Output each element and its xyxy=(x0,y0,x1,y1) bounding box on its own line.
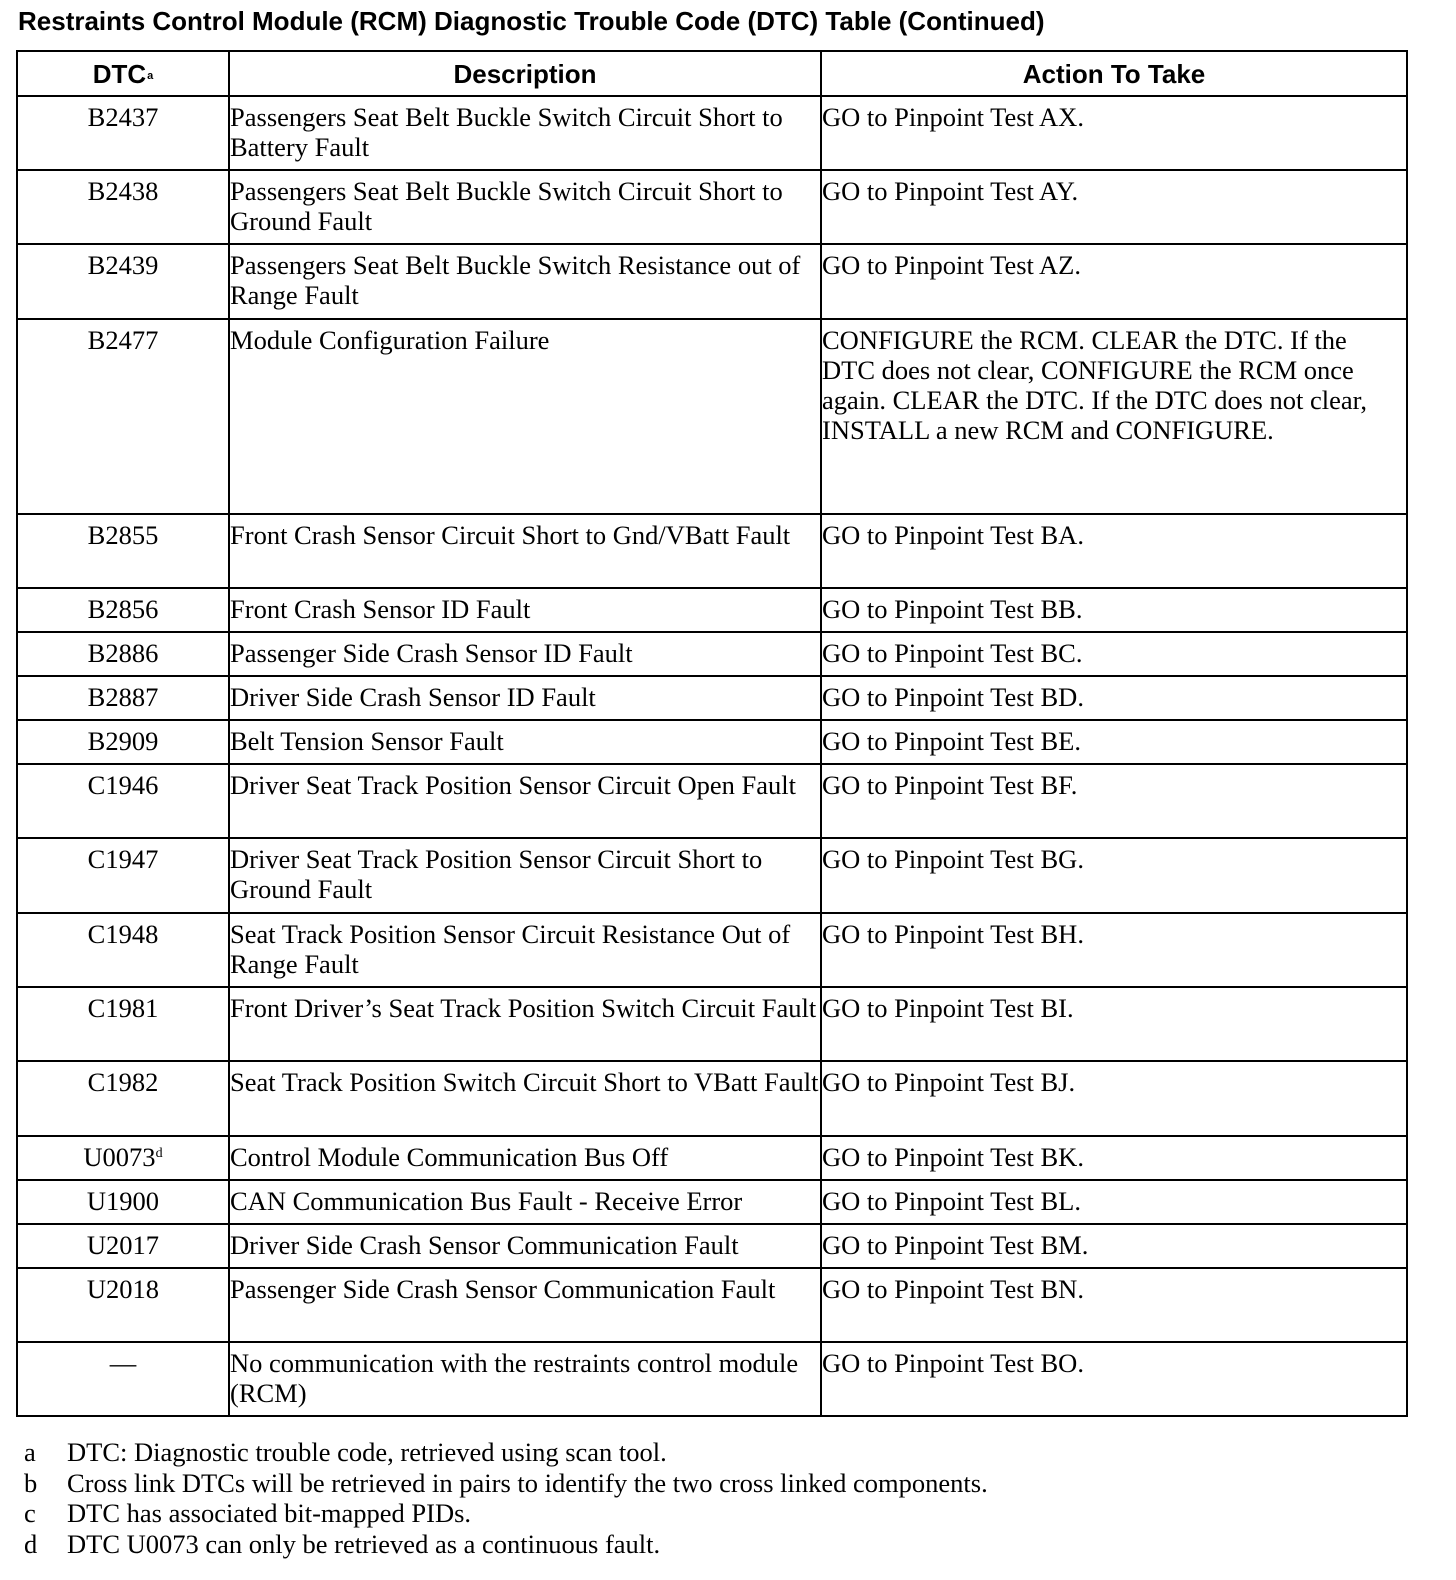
dtc-action-cell: GO to Pinpoint Test AZ. xyxy=(821,244,1407,319)
table-row xyxy=(17,720,1407,764)
dtc-footnote-marker: d xyxy=(155,1146,163,1161)
dtc-code-cell xyxy=(17,96,229,170)
dtc-description-cell: Passenger Side Crash Sensor ID Fault xyxy=(229,632,821,676)
dtc-description-cell: Belt Tension Sensor Fault xyxy=(229,720,821,764)
table-row xyxy=(17,632,1407,676)
table-row xyxy=(17,987,1407,1061)
table-row xyxy=(17,514,1407,588)
table-row xyxy=(17,170,1407,244)
dtc-code-cell xyxy=(17,838,229,913)
dtc-description-cell: Driver Seat Track Position Sensor Circuit Short to Ground Fault xyxy=(229,838,821,913)
dtc-description-cell: No communication with the restraints control module (RCM) xyxy=(229,1342,821,1416)
footnote-letter: a xyxy=(24,1437,36,1467)
dtc-description-cell: Seat Track Position Sensor Circuit Resistance Out of Range Fault xyxy=(229,913,821,987)
column-header-dtc-note: a xyxy=(147,69,154,82)
dtc-code-cell xyxy=(17,1268,229,1342)
dtc-description-cell: Seat Track Position Switch Circuit Short to VBatt Fault xyxy=(229,1061,821,1136)
table-row xyxy=(17,319,1407,514)
dtc-code-cell xyxy=(17,913,229,987)
dtc-code-cell xyxy=(17,632,229,676)
dtc-code: U2017 xyxy=(86,1230,160,1260)
dtc-description-cell: Front Driver’s Seat Track Position Switch Circuit Fault xyxy=(229,987,821,1061)
table-row xyxy=(17,913,1407,987)
dtc-code: B2855 xyxy=(87,520,159,550)
dtc-action-cell: GO to Pinpoint Test BN. xyxy=(821,1268,1407,1342)
dtc-code: — xyxy=(109,1348,137,1378)
page-title: Restraints Control Module (RCM) Diagnostic Trouble Code (DTC) Table (Continued) xyxy=(18,6,1045,36)
dtc-code-cell xyxy=(17,764,229,838)
column-header-dtc-label: DTC xyxy=(92,58,147,89)
table-row xyxy=(17,1180,1407,1224)
dtc-description-cell: Passenger Side Crash Sensor Communication Fault xyxy=(229,1268,821,1342)
dtc-action-cell: GO to Pinpoint Test BB. xyxy=(821,588,1407,632)
dtc-code: B2438 xyxy=(87,176,159,206)
dtc-code-cell xyxy=(17,676,229,720)
dtc-description-cell: Front Crash Sensor ID Fault xyxy=(229,588,821,632)
dtc-code-cell xyxy=(17,1224,229,1268)
footnote xyxy=(24,1498,988,1529)
table-row xyxy=(17,1342,1407,1416)
footnote-text: DTC: Diagnostic trouble code, retrieved using scan tool. xyxy=(67,1437,667,1467)
dtc-description-cell: Driver Side Crash Sensor Communication Fault xyxy=(229,1224,821,1268)
dtc-description-cell: Passengers Seat Belt Buckle Switch Circuit Short to Battery Fault xyxy=(229,96,821,170)
dtc-description-cell: Passengers Seat Belt Buckle Switch Resistance out of Range Fault xyxy=(229,244,821,319)
dtc-code: C1948 xyxy=(87,919,159,949)
dtc-code-cell xyxy=(17,588,229,632)
dtc-action-cell: GO to Pinpoint Test BF. xyxy=(821,764,1407,838)
dtc-action-cell: GO to Pinpoint Test BM. xyxy=(821,1224,1407,1268)
dtc-code-cell xyxy=(17,1342,229,1416)
table-body xyxy=(17,96,1407,1416)
dtc-code-cell xyxy=(17,170,229,244)
dtc-code: C1946 xyxy=(87,770,159,800)
dtc-action-cell: GO to Pinpoint Test BI. xyxy=(821,987,1407,1061)
dtc-code-cell xyxy=(17,319,229,514)
dtc-code: B2477 xyxy=(87,325,159,355)
dtc-action-cell: GO to Pinpoint Test BO. xyxy=(821,1342,1407,1416)
table-row xyxy=(17,1224,1407,1268)
dtc-code: B2887 xyxy=(87,682,159,712)
dtc-code: U1900 xyxy=(86,1186,160,1216)
table-row xyxy=(17,764,1407,838)
dtc-action-cell: GO to Pinpoint Test BA. xyxy=(821,514,1407,588)
dtc-code-cell xyxy=(17,514,229,588)
table-row xyxy=(17,1136,1407,1180)
footnote xyxy=(24,1529,988,1560)
table-row xyxy=(17,588,1407,632)
column-header-action: Action To Take xyxy=(821,51,1407,96)
dtc-code: B2909 xyxy=(87,726,159,756)
table-row xyxy=(17,244,1407,319)
dtc-code: C1981 xyxy=(87,993,159,1023)
dtc-action-cell: GO to Pinpoint Test BE. xyxy=(821,720,1407,764)
dtc-description-cell: Driver Side Crash Sensor ID Fault xyxy=(229,676,821,720)
dtc-code: B2439 xyxy=(87,250,159,280)
dtc-action-cell: GO to Pinpoint Test BH. xyxy=(821,913,1407,987)
dtc-action-cell: GO to Pinpoint Test BC. xyxy=(821,632,1407,676)
dtc-code: U2018 xyxy=(86,1274,160,1304)
table-row xyxy=(17,838,1407,913)
dtc-description-cell: Passengers Seat Belt Buckle Switch Circuit Short to Ground Fault xyxy=(229,170,821,244)
footnote-letter: b xyxy=(24,1467,38,1498)
dtc-action-cell: GO to Pinpoint Test AY. xyxy=(821,170,1407,244)
table-row xyxy=(17,1061,1407,1136)
column-header-dtc xyxy=(17,51,229,96)
footnote-letter: d xyxy=(24,1528,38,1559)
table-row xyxy=(17,1268,1407,1342)
footnote xyxy=(24,1468,988,1499)
dtc-code-cell xyxy=(17,1061,229,1136)
dtc-code: C1947 xyxy=(87,844,159,874)
dtc-table xyxy=(16,50,1408,1417)
dtc-code-cell xyxy=(17,720,229,764)
dtc-description-cell: Driver Seat Track Position Sensor Circuit Open Fault xyxy=(229,764,821,838)
dtc-action-cell: GO to Pinpoint Test BD. xyxy=(821,676,1407,720)
dtc-action-cell: GO to Pinpoint Test BL. xyxy=(821,1180,1407,1224)
dtc-code: B2856 xyxy=(87,594,159,624)
table-header-row xyxy=(17,51,1407,96)
dtc-code-cell xyxy=(17,987,229,1061)
footnote-text: DTC U0073 can only be retrieved as a continuous fault. xyxy=(67,1528,661,1559)
dtc-description-cell: Module Configuration Failure xyxy=(229,319,821,514)
dtc-action-cell: GO to Pinpoint Test BG. xyxy=(821,838,1407,913)
dtc-action-cell: GO to Pinpoint Test BK. xyxy=(821,1136,1407,1180)
dtc-code-cell xyxy=(17,244,229,319)
table-row xyxy=(17,676,1407,720)
footnote-letter: c xyxy=(24,1498,36,1528)
dtc-description-cell: Front Crash Sensor Circuit Short to Gnd/VBatt Fault xyxy=(229,514,821,588)
dtc-action-cell: GO to Pinpoint Test BJ. xyxy=(821,1061,1407,1136)
dtc-code: C1982 xyxy=(87,1067,159,1097)
dtc-code: B2886 xyxy=(87,638,159,668)
dtc-code-cell xyxy=(17,1180,229,1224)
dtc-action-cell: CONFIGURE the RCM. CLEAR the DTC. If the DTC does not clear, CONFIGURE the RCM once again. CLEAR the DTC. If the DTC does not clear, INSTALL a new RCM and CONFIGURE. xyxy=(821,319,1407,514)
footnote-text: DTC has associated bit-mapped PIDs. xyxy=(67,1498,472,1528)
footnotes xyxy=(24,1437,988,1559)
footnote xyxy=(24,1437,988,1468)
dtc-code: U0073 xyxy=(83,1142,156,1172)
dtc-description-cell: CAN Communication Bus Fault - Receive Error xyxy=(229,1180,821,1224)
dtc-code-cell xyxy=(17,1136,229,1180)
footnote-text: Cross link DTCs will be retrieved in pairs to identify the two cross linked components. xyxy=(67,1467,988,1498)
dtc-description-cell: Control Module Communication Bus Off xyxy=(229,1136,821,1180)
dtc-code: B2437 xyxy=(87,102,159,132)
column-header-description: Description xyxy=(229,51,821,96)
table-row xyxy=(17,96,1407,170)
dtc-action-cell: GO to Pinpoint Test AX. xyxy=(821,96,1407,170)
